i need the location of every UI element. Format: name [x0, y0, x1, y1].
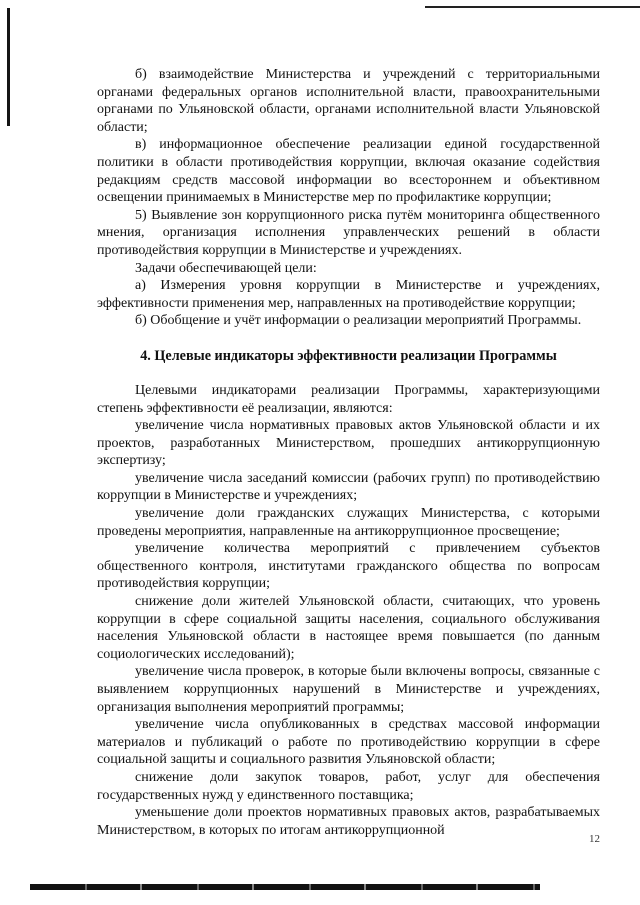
scan-bottom-bar: [30, 884, 540, 890]
indicator-item: уменьшение доли проектов нормативных правовых актов, разрабатываемых Министерством, в которых по итогам антикоррупционной: [97, 805, 600, 838]
scan-top-line: [425, 6, 640, 8]
indicator-item: увеличение количества мероприятий с привлечением субъектов общественного контроля, институтами гражданского общества по вопросам противодействия коррупции;: [97, 541, 600, 592]
indicator-item: снижение доли жителей Ульяновской области, считающих, что уровень коррупции в сфере социальной защиты населения, социального обслуживания населения Ульяновской области в настоящее время повышается (по данным социологических исследований);: [97, 594, 600, 662]
indicator-item: увеличение числа проверок, в которые были включены вопросы, связанные с выявлением коррупционных нарушений в Министерстве и учреждениях, организация выполнения мероприятий программы;: [97, 664, 600, 715]
paragraph: Целевыми индикаторами реализации Программы, характеризующими степень эффективности её реализации, являются:: [97, 382, 600, 416]
indicator-item: снижение доли закупок товаров, работ, услуг для обеспечения государственных нужд у единственного поставщика;: [97, 769, 600, 803]
paragraph: б) взаимодействие Министерства и учреждений с территориальными органами федеральных органов исполнительной власти, правоохранительными органами по Ульяновской области, органами исполнительной власти Ульяновской области;: [97, 67, 600, 135]
paragraph: а) Измерения уровня коррупции в Министерстве и учреждениях, эффективности применения мер, направленных на противодействие коррупции;: [97, 278, 600, 311]
indicator-item: увеличение числа опубликованных в средствах массовой информации материалов и публикаций о работе по противодействию коррупции в сфере социальной защиты и социального развития Ульяновской области;: [97, 717, 600, 768]
page-number: 12: [589, 833, 600, 845]
paragraph: 5) Выявление зон коррупционного риска путём мониторинга общественного мнения, организация исполнения управленческих решений в области противодействия коррупции в Министерстве и учреждениях.: [97, 207, 600, 258]
paragraph: в) информационное обеспечение реализации единой государственной политики в области противодействия коррупции, включая оказание содействия редакциям средств массовой информации во всестороннем и объективном освещении принимаемых в Министерстве мер по профилактике коррупции;: [97, 137, 600, 206]
paragraph: б) Обобщение и учёт информации о реализации мероприятий Программы.: [135, 313, 582, 329]
indicator-item: увеличение доли гражданских служащих Министерства, с которыми проведены мероприятия, направленные на антикоррупционное просвещение;: [97, 506, 600, 539]
indicator-item: увеличение числа заседаний комиссии (рабочих групп) по противодействию коррупции в Министерстве и учреждениях;: [97, 470, 600, 504]
scan-edge-mark: [7, 8, 10, 126]
section-heading: 4. Целевые индикаторы эффективности реализации Программы: [140, 347, 557, 364]
document-body: [97, 66, 600, 839]
indicator-item: увеличение числа нормативных правовых актов Ульяновской области и их проектов, разработанных Министерством, прошедших антикоррупционную экспертизу;: [97, 418, 600, 469]
paragraph: Задачи обеспечивающей цели:: [135, 260, 317, 276]
